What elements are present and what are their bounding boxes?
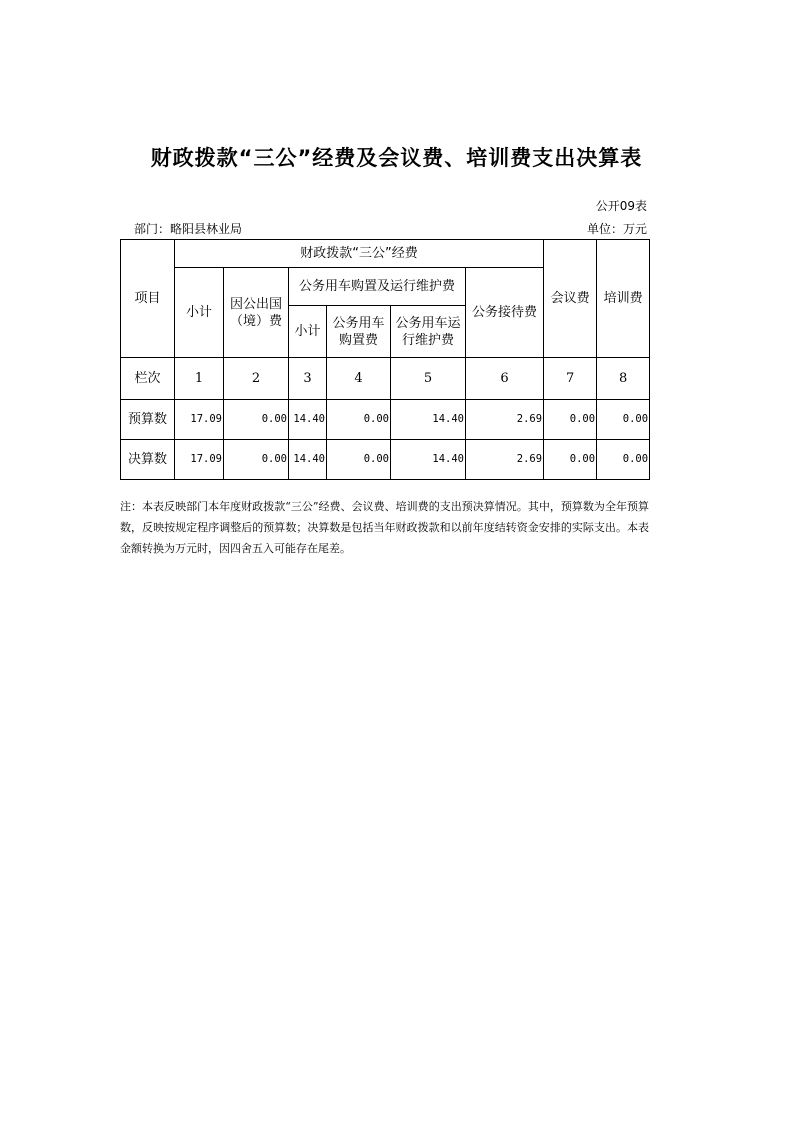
table-cell: 14.40 xyxy=(289,400,327,440)
table-number: 公开09表 xyxy=(595,199,647,213)
header-vehicle-subtotal: 小计 xyxy=(289,306,327,358)
column-number: 6 xyxy=(466,358,544,400)
header-abroad-line1: 因公出国 xyxy=(229,296,282,312)
row-label: 预算数 xyxy=(121,400,175,440)
column-number: 3 xyxy=(289,358,327,400)
header-item: 项目 xyxy=(121,240,175,358)
table-cell: 0.00 xyxy=(327,400,391,440)
table-cell: 0.00 xyxy=(224,440,289,480)
table-cell: 2.69 xyxy=(466,440,544,480)
table-cell: 0.00 xyxy=(544,440,597,480)
header-maintenance xyxy=(391,306,466,358)
footnote: 注：本表反映部门本年度财政拨款“三公”经费、会议费、培训费的支出预决算情况。其中，预算数为全年预算数，反映按规定程序调整后的预算数；决算数是包括当年财政拨款和以前年度结转资金安排的实际支出。本表金额转换为万元时，因四舍五入可能存在尾差。 xyxy=(120,500,649,555)
column-number-label: 栏次 xyxy=(121,358,175,400)
table-cell: 17.09 xyxy=(175,440,224,480)
table-cell: 2.69 xyxy=(466,400,544,440)
header-vehicle: 公务用车购置及运行维护费 xyxy=(289,268,466,306)
table-cell: 14.40 xyxy=(289,440,327,480)
table-cell: 0.00 xyxy=(327,440,391,480)
header-maintenance-line2: 行维护费 xyxy=(401,332,454,348)
header-group: 财政拨款“三公”经费 xyxy=(175,240,544,268)
table-cell: 0.00 xyxy=(544,400,597,440)
table-cell: 0.00 xyxy=(224,400,289,440)
header-reception: 公务接待费 xyxy=(466,268,544,358)
column-number: 7 xyxy=(544,358,597,400)
table-cell: 14.40 xyxy=(391,400,466,440)
header-maintenance-line1: 公务用车运 xyxy=(395,315,461,331)
column-number-row xyxy=(121,358,650,400)
table-cell: 0.00 xyxy=(597,400,650,440)
row-label: 决算数 xyxy=(121,440,175,480)
column-number: 2 xyxy=(224,358,289,400)
header-row-1 xyxy=(121,240,650,268)
table-cell: 17.09 xyxy=(175,400,224,440)
header-meeting: 会议费 xyxy=(544,240,597,358)
header-purchase-line2: 购置费 xyxy=(338,332,378,348)
column-number: 8 xyxy=(597,358,650,400)
table-row-budget xyxy=(121,400,650,440)
header-subtotal: 小计 xyxy=(175,268,224,358)
column-number: 5 xyxy=(391,358,466,400)
page-title: 财政拨款“三公”经费及会议费、培训费支出决算表 xyxy=(150,146,643,170)
column-number: 1 xyxy=(175,358,224,400)
department-label: 部门：略阳县林业局 xyxy=(134,222,243,236)
header-abroad-line2: （境）费 xyxy=(229,313,282,329)
header-training: 培训费 xyxy=(597,240,650,358)
header-abroad xyxy=(224,268,289,358)
column-number: 4 xyxy=(327,358,391,400)
header-purchase-line1: 公务用车 xyxy=(332,315,385,331)
expenditure-table xyxy=(120,239,650,480)
table-cell: 0.00 xyxy=(597,440,650,480)
table-row-final xyxy=(121,440,650,480)
table-cell: 14.40 xyxy=(391,440,466,480)
unit-label: 单位：万元 xyxy=(586,222,647,236)
header-purchase xyxy=(327,306,391,358)
